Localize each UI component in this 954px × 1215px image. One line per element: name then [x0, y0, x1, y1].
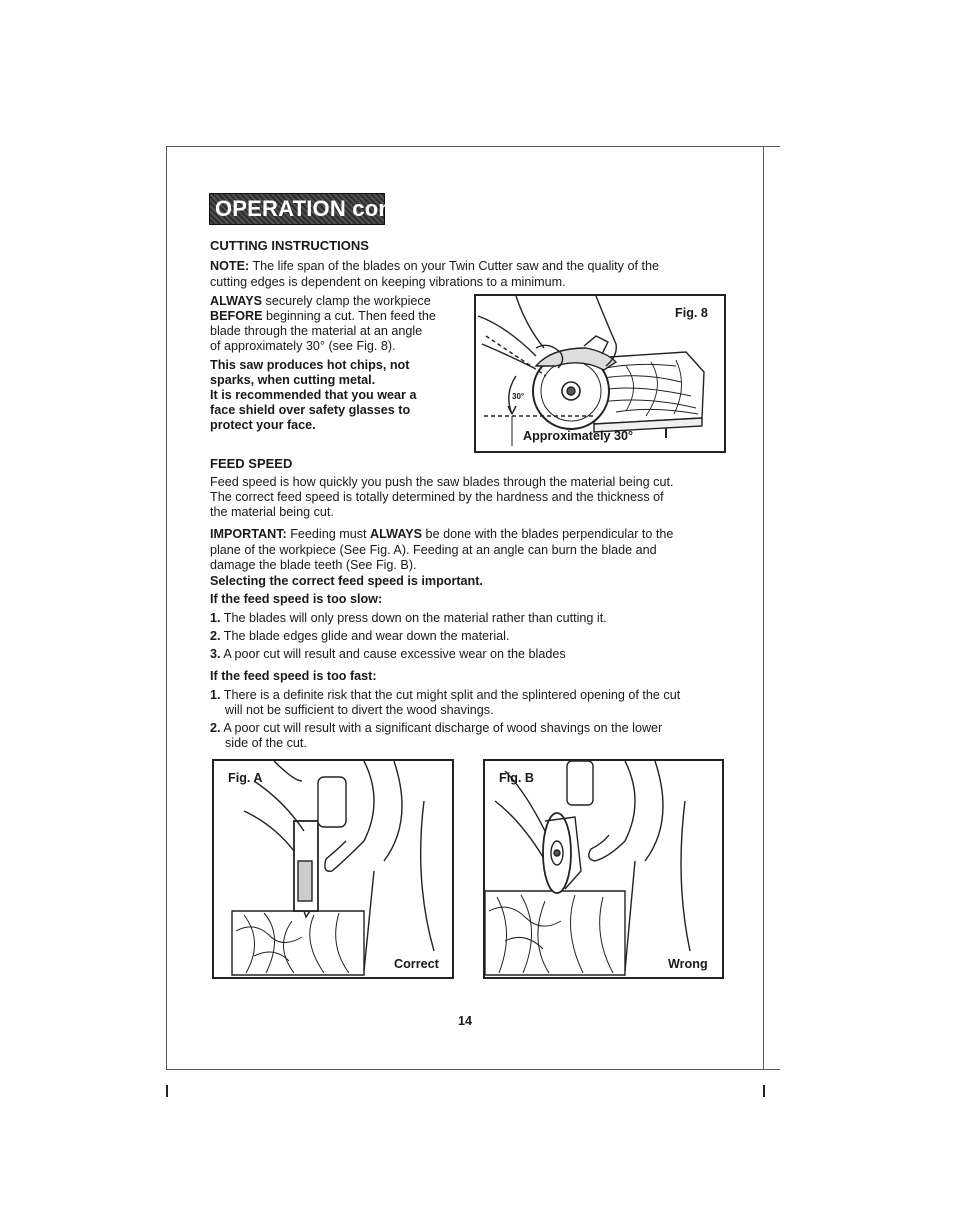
fast-item-text: A poor cut will result with a significant discharge of wood shavings on the lower	[223, 721, 663, 735]
before-label: BEFORE	[210, 309, 263, 323]
page-frame-left	[166, 146, 167, 1070]
important-text-a: Feeding must	[286, 527, 371, 541]
figure-8	[474, 294, 726, 453]
warning-line-2: sparks, when cutting metal.	[210, 373, 376, 387]
important-line-1	[210, 526, 673, 542]
fast-heading: If the feed speed is too fast:	[210, 669, 377, 683]
note-text-1: The life span of the blades on your Twin Cutter saw and the quality of the	[249, 259, 659, 273]
slow-item	[210, 610, 607, 626]
important-always: ALWAYS	[370, 527, 423, 541]
figure-b-caption: Wrong	[668, 957, 708, 971]
page-frame-bottom	[166, 1069, 780, 1070]
instruction-line-4: of approximately 30° (see Fig. 8).	[210, 339, 396, 353]
slow-item-text: A poor cut will result and cause excessive wear on the blades	[223, 647, 566, 661]
figure-a-caption: Correct	[394, 957, 439, 971]
note-label: NOTE:	[210, 259, 250, 273]
fast-item-continuation: will not be sufficient to divert the wood shavings.	[225, 703, 494, 717]
feed-heading: FEED SPEED	[210, 456, 293, 471]
slow-item	[210, 646, 566, 662]
instruction-line-3: blade through the material at an angle	[210, 324, 423, 338]
slow-item-text: The blade edges glide and wear down the material.	[223, 629, 510, 643]
figure-a-label: Fig. A	[228, 771, 263, 785]
figure-8-caption: Approximately 30°	[523, 429, 634, 443]
slow-item-text: The blades will only press down on the material rather than cutting it.	[223, 611, 607, 625]
fast-item-number: 1.	[210, 688, 221, 702]
figure-a	[212, 759, 454, 979]
always-line	[210, 293, 431, 309]
feed-paragraph-2: The correct feed speed is totally determined by the hardness and the thickness of	[210, 490, 664, 504]
crop-mark-left	[166, 1085, 168, 1097]
feed-paragraph-3: the material being cut.	[210, 505, 334, 519]
feed-paragraph-1: Feed speed is how quickly you push the saw blades through the material being cut.	[210, 475, 674, 489]
section-banner	[209, 193, 406, 225]
banner-text: OPERATION cont.	[215, 196, 406, 221]
fast-item	[210, 720, 662, 736]
important-line-3: damage the blade teeth (See Fig. B).	[210, 558, 417, 572]
warning-line-5: protect your face.	[210, 418, 316, 432]
important-text-b: be done with the blades perpendicular to the	[422, 527, 674, 541]
always-label: ALWAYS	[210, 294, 263, 308]
page-frame-top	[166, 146, 780, 147]
note-line-2: cutting edges is dependent on keeping vibrations to a minimum.	[210, 275, 566, 289]
warning-line-1: This saw produces hot chips, not	[210, 358, 410, 372]
slow-item-number: 3.	[210, 647, 221, 661]
important-line-2: plane of the workpiece (See Fig. A). Feeding at an angle can burn the blade and	[210, 543, 657, 557]
before-line	[210, 308, 436, 324]
note-line-1	[210, 258, 659, 274]
warning-line-4: face shield over safety glasses to	[210, 403, 411, 417]
slow-item-number: 2.	[210, 629, 221, 643]
fast-item-continuation: side of the cut.	[225, 736, 307, 750]
figure-b	[483, 759, 724, 979]
fast-item-number: 2.	[210, 721, 221, 735]
figure-b-label: Fig. B	[499, 771, 534, 785]
warning-line-3: It is recommended that you wear a	[210, 388, 417, 402]
page-frame-right	[763, 146, 764, 1070]
important-label: IMPORTANT:	[210, 527, 287, 541]
slow-item-number: 1.	[210, 611, 221, 625]
figure-8-angle: 30°	[512, 392, 525, 401]
fast-item	[210, 687, 680, 703]
figure-a-illustration	[214, 761, 452, 977]
always-text: securely clamp the workpiece	[262, 294, 431, 308]
figure-b-illustration	[485, 761, 722, 977]
page-number: 14	[458, 1014, 473, 1028]
fast-item-text: There is a definite risk that the cut might split and the splintered opening of the cut	[223, 688, 681, 702]
selecting-note: Selecting the correct feed speed is important.	[210, 574, 483, 588]
crop-mark-right	[763, 1085, 765, 1097]
cutting-heading: CUTTING INSTRUCTIONS	[210, 238, 369, 253]
before-text: beginning a cut. Then feed the	[262, 309, 436, 323]
slow-item	[210, 628, 509, 644]
figure-8-label: Fig. 8	[675, 306, 708, 320]
slow-heading: If the feed speed is too slow:	[210, 592, 383, 606]
